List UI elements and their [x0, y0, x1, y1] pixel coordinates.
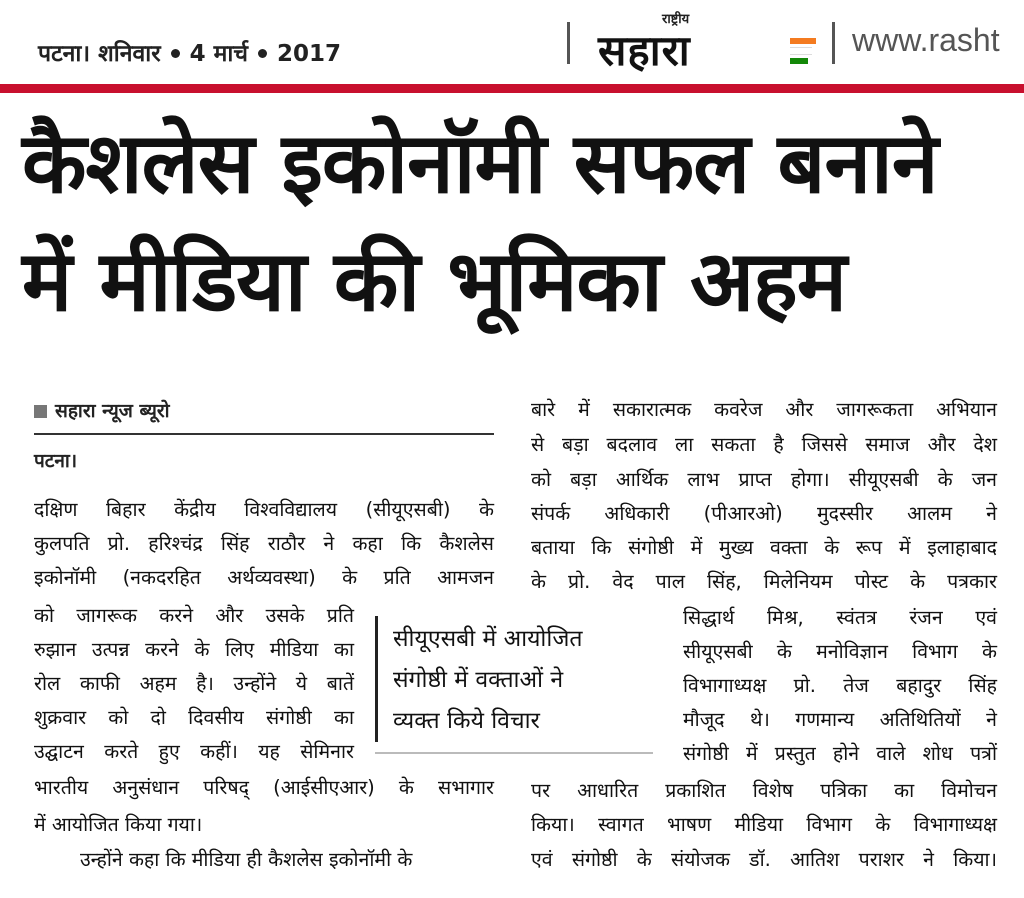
logo-main-text: सहारा [598, 26, 691, 75]
body-line: बारे में सकारात्मक कवरेज और जागरूकता अभियान [531, 398, 997, 421]
body-line: पर आधारित प्रकाशित विशेष पत्रिका का विमोचन [531, 779, 997, 802]
body-line: मौजूद थे। गणमान्य अतिथितियों ने [683, 708, 997, 731]
header-divider [832, 22, 835, 64]
body-line: को बड़ा आर्थिक लाभ प्राप्त होगा। सीयूएसबी के जन [531, 468, 997, 491]
body-line: इकोनॉमी (नकदरहित अर्थव्यवस्था) के प्रति आमजन [34, 566, 494, 589]
body-line: रुझान उत्पन्न करने के लिए मीडिया का [34, 638, 354, 661]
header-divider [567, 22, 570, 64]
headline-line: में मीडिया की भूमिका अहम [22, 232, 846, 330]
pull-quote-bar [375, 616, 378, 742]
header-red-rule [0, 84, 1024, 93]
body-line: किया। स्वागत भाषण मीडिया विभाग के विभागाध्यक्ष [531, 813, 997, 836]
pull-quote-line: संगोष्ठी में वक्ताओं ने [393, 667, 564, 693]
body-line: उन्होंने कहा कि मीडिया ही कैशलेस इकोनॉमी के [80, 848, 413, 871]
body-line: को जागरूक करने और उसके प्रति [34, 604, 354, 627]
body-line: एवं संगोष्ठी के संयोजक डॉ. आतिश पराशर ने किया। [531, 848, 997, 871]
body-line: सिद्धार्थ मिश्र, स्वंतत्र रंजन एवं [683, 606, 997, 629]
body-line: से बड़ा बदलाव ला सकता है जिससे समाज और देश [531, 433, 997, 456]
body-line: के प्रो. वेद पाल सिंह, मिलेनियम पोस्ट के पत्रकार [531, 570, 997, 593]
dateline-place: पटना। [34, 450, 78, 472]
body-line: विभागाध्यक्ष प्रो. तेज बहादुर सिंह [683, 674, 997, 697]
body-line: सीयूएसबी के मनोविज्ञान विभाग के [683, 640, 997, 663]
body-line: कुलपति प्रो. हरिश्चंद्र सिंह राठौर ने कहा कि कैशलेस [34, 532, 494, 555]
dateline-date: 4 मार्च [189, 41, 248, 67]
body-line: बताया कि संगोष्ठी में मुख्य वक्ता के रूप में इलाहाबाद [531, 536, 997, 559]
article-headline [22, 104, 1012, 340]
bullet-dot-icon [171, 49, 180, 58]
dateline-city-day: पटना। शनिवार [38, 41, 161, 67]
headline-line: कैशलेस इकोनॉमी सफल बनाने [22, 114, 938, 212]
body-line: दक्षिण बिहार केंद्रीय विश्वविद्यालय (सीयूएसबी) के [34, 498, 494, 521]
pull-quote-line: सीयूएसबी में आयोजित [393, 626, 583, 652]
body-line: संपर्क अधिकारी (पीआरओ) मुदस्सीर आलम ने [531, 502, 997, 525]
website-url: www.rasht [852, 22, 1000, 58]
body-line: में आयोजित किया गया। [34, 813, 203, 836]
pull-quote-divider [375, 752, 653, 754]
body-line: उद्घाटन करते हुए कहीं। यह सेमिनार [34, 740, 354, 763]
logo-top-text: राष्ट्रीय [662, 12, 690, 27]
byline-text: सहारा न्यूज ब्यूरो [55, 400, 170, 422]
bullet-dot-icon [258, 49, 267, 58]
tricolor-flag-icon [790, 38, 816, 67]
newspaper-logo [598, 5, 818, 73]
body-line: शुक्रवार को दो दिवसीय संगोष्ठी का [34, 706, 354, 729]
pull-quote-line: व्यक्त किये विचार [393, 708, 540, 734]
byline-divider [34, 433, 494, 435]
body-line: रोल काफी अहम है। उन्होंने ये बातें [34, 672, 354, 695]
square-bullet-icon [34, 405, 47, 418]
body-line: भारतीय अनुसंधान परिषद् (आईसीएआर) के सभागार [34, 776, 494, 799]
dateline-year: 2017 [276, 41, 341, 67]
body-line: संगोष्ठी में प्रस्तुत होने वाले शोध पत्रों [683, 742, 997, 765]
dateline [38, 36, 341, 68]
byline [34, 397, 170, 423]
